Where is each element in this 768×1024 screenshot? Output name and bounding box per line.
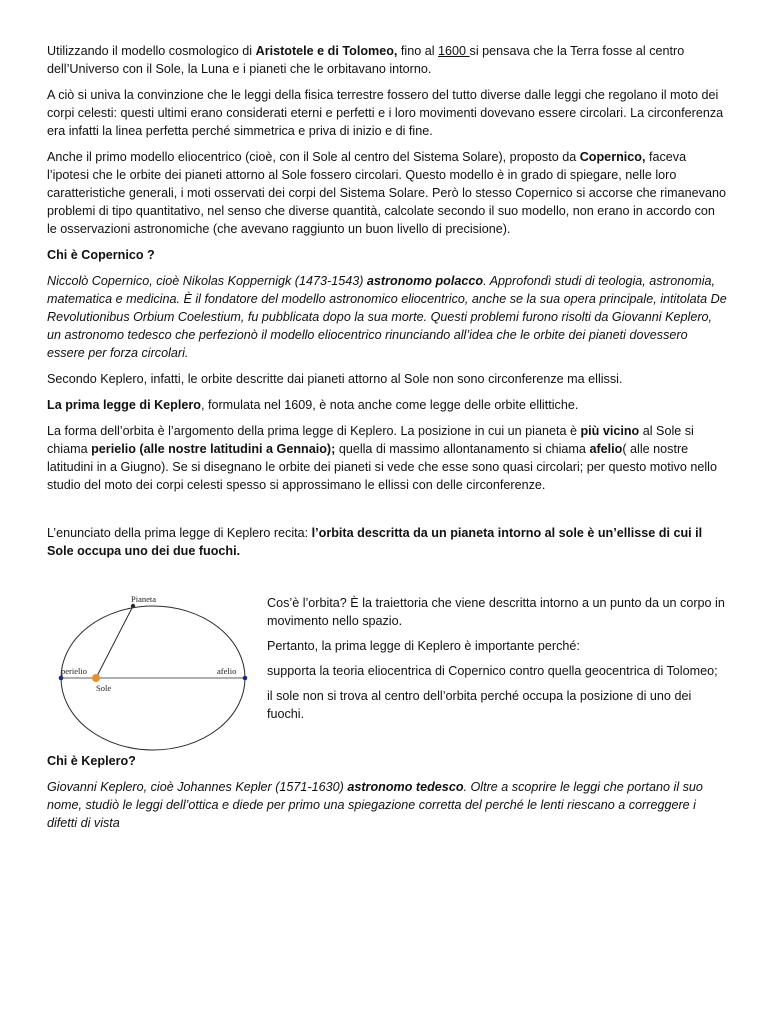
text-run: Anche il primo modello eliocentrico (cioè, con il Sole al centro del Sistema Solare), proposto da [47,150,580,164]
forma-orbita-paragraph [47,422,727,494]
copernico-model-paragraph [47,148,727,238]
text-run: ( alle nostre latitudini in a Giugno). Se si disegnano le orbite dei pianeti si vede che esse sono quasi circolari; per questo motivo nello studio del moto dei corpi celesti spesso si approssimano le ellissi con delle circonferenze. [47,442,717,492]
underlined-year: 1600 [438,44,470,58]
text-run: al Sole si chiama [47,424,694,456]
reason-heliocentric: supporta la teoria eliocentrica di Copernico contro quella geocentrica di Tolomeo; [267,664,718,678]
text-run: faceva l’ipotesi che le orbite dei pianeti attorno al Sole fossero circolari. Questo modello è in grado di spiegare, nelle loro caratteristiche generali, i moti osservati dei corpi del Sistema Solare. Però lo stesso Copernico si accorse che rimanevano problemi di tipo quantitativo, nel senso che diverse quantità, calcolate secondo il suo modello, non erano in accordo con le osservazioni astronomiche (che avevano raggiunto un buon livello di precisione). [47,150,726,236]
spacer [47,568,727,588]
text-run: Niccolò Copernico, cioè Nikolas Koppernigk (1473-1543) [47,274,367,288]
planet-label: Pianeta [131,594,157,604]
text-run: L’enunciato della prima legge di Keplero recita: [47,526,312,540]
orbit-explanation [267,594,727,730]
text-run: si pensava che la Terra fosse al centro dell’Universo con il Sole, la Luna e i pianeti che le orbitavano intorno. [47,44,685,76]
prima-legge-paragraph [47,396,727,414]
bold-run: l’orbita descritta da un pianeta intorno al sole è un’ellisse di cui il Sole occupa uno dei due fuochi. [47,526,703,558]
intro-paragraph [47,42,727,78]
text-run: . Approfondì studi di teologia, astronomia, matematica e medicina. È il fondatore del modello astronomico eliocentrico, anche se la sua opera principale, intitolata De Revolutionibus Orbium Coelestium, fu pubblicata dopo la sua morte. Questi problemi furono risolti da Giovanni Keplero, un astronomo tedesco che perfezionò il modello eliocentrico rinunciando all’idea che le orbite dei pianeti dovessero essere per forza circolari. [47,274,727,360]
bold-run: perielio (alle nostre latitudini a Gennaio); [91,442,336,456]
text-run: , formulata nel 1609, è nota anche come legge delle orbite ellittiche. [200,398,579,412]
perihelion-dot [59,676,64,681]
sun-dot [92,674,100,682]
perihelion-label: perielio [61,666,87,676]
figure-row [47,594,727,752]
heading-copernico [47,246,727,264]
planet-dot [131,604,135,608]
document-page [47,42,727,840]
bold-run: La prima legge di Keplero [47,398,201,412]
bold-run: afelio [589,442,623,456]
text-run: La forma dell’orbita è l’argomento della prima legge di Keplero. La posizione in cui un pianeta è [47,424,581,438]
heading-text: Chi è Copernico ? [47,248,155,262]
bold-run: astronomo tedesco [347,780,464,794]
heading-text: Chi è Keplero? [47,754,136,768]
text-run: Giovanni Keplero, cioè Johannes Kepler (1571-1630) [47,780,348,794]
copernico-bio-paragraph [47,272,727,362]
orbit-definition: Cos’è l’orbita? È la traiettoria che viene descritta intorno a un punto da un corpo in movimento nello spazio. [267,596,725,628]
sun-label: Sole [96,683,112,693]
keplero-bio-paragraph [47,778,727,832]
text-run: fino al [397,44,439,58]
spacer [47,502,727,524]
bold-run: astronomo polacco [366,274,484,288]
keplero-ellissi-paragraph: Secondo Keplero, infatti, le orbite descritte dai pianeti attorno al Sole non sono circonferenze ma ellissi. [47,372,623,386]
bold-run: più vicino [580,424,640,438]
aphelion-dot [243,676,248,681]
importance-intro: Pertanto, la prima legge di Keplero è importante perché: [267,639,580,653]
convinzione-paragraph: A ciò si univa la convinzione che le leggi della fisica terrestre fossero del tutto diverse dalle leggi che regolano il moto dei corpi celesti: questi ultimi erano considerati eterni e perfetti e i loro movimenti dovevano essere circolari. La circonferenza era infatti la linea perfetta perché simmetrica e priva di inizio e di fine. [47,88,724,138]
text-run: . Oltre a scoprire le leggi che portano il suo nome, studiò le leggi dell’ottica e diede per primo una spiegazione corretta del perché le lenti riescano a correggere i difetti di vista [47,780,703,830]
reason-focus: il sole non si trova al centro dell’orbita perché occupa la posizione di uno dei fuochi. [267,689,692,721]
bold-run: Copernico, [579,150,646,164]
enunciato-paragraph [47,524,727,560]
bold-run: Aristotele e di Tolomeo, [255,44,398,58]
aphelion-label: afelio [217,666,237,676]
orbit-diagram [47,594,257,752]
text-run: quella di massimo allontanamento si chiama [335,442,590,456]
heading-keplero [47,752,727,770]
text-run: Utilizzando il modello cosmologico di [47,44,256,58]
